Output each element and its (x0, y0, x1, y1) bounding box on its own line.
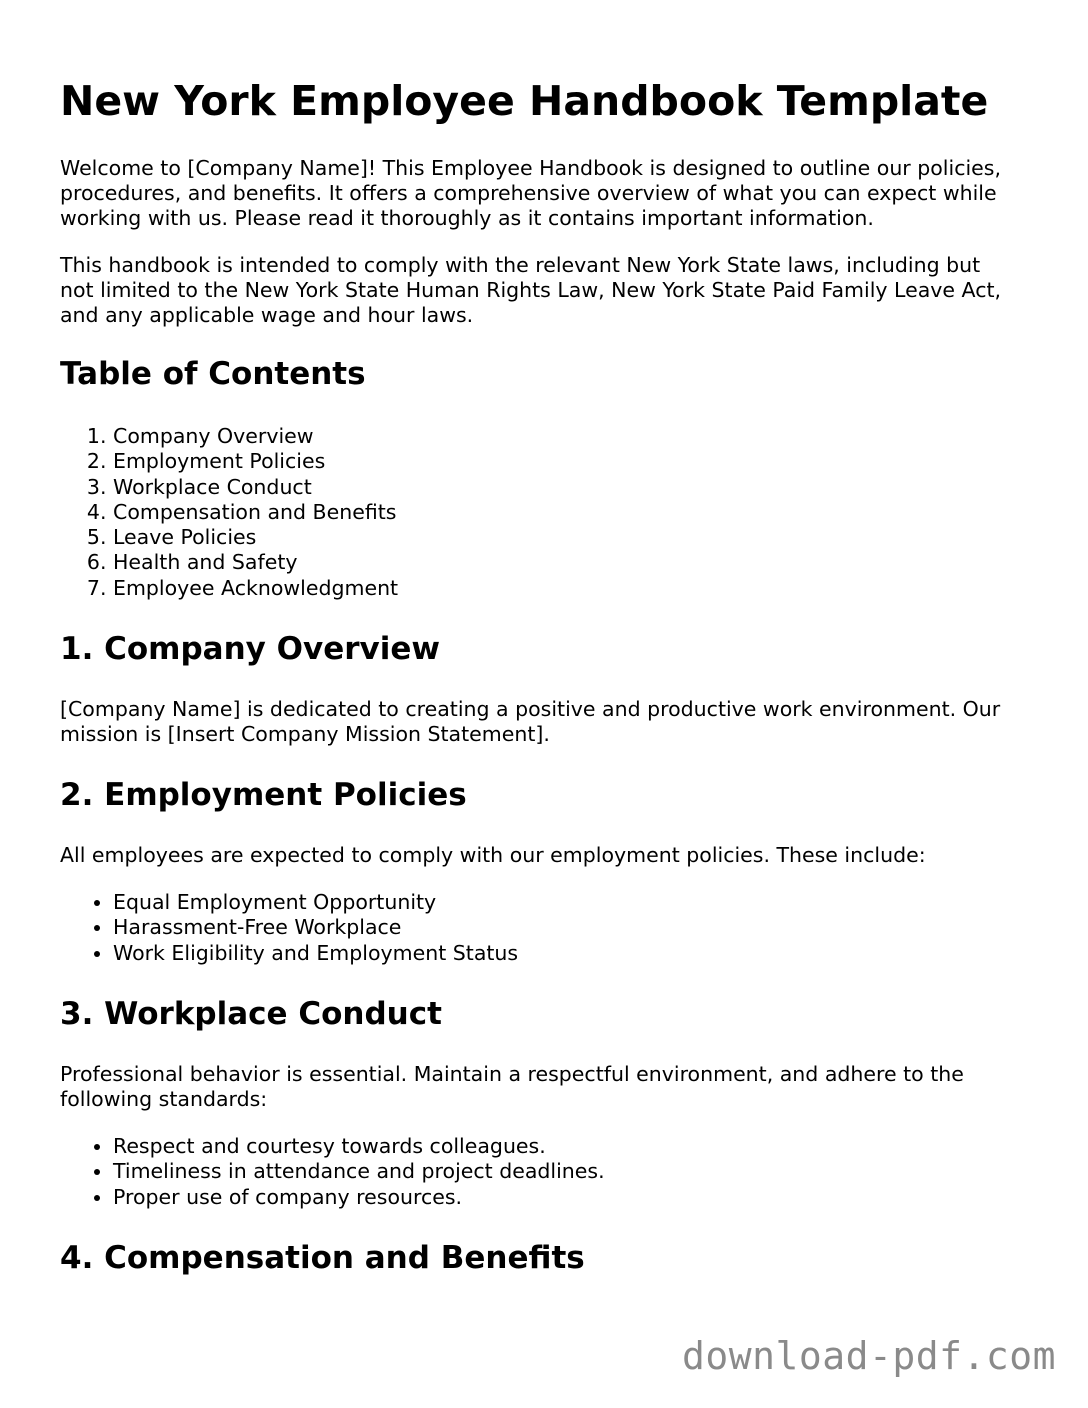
toc-item-workplace-conduct: 3. Workplace Conduct (113, 475, 1020, 500)
toc-item-health-safety: 6. Health and Safety (113, 550, 1020, 575)
intro-paragraph-welcome: Welcome to [Company Name]! This Employee Handbook is designed to outline our policies, procedures, and benefits. It offers a comprehensive overview of what you can expect while working with us. Please read it thoroughly as it contains important information. (60, 156, 1001, 230)
toc-item-leave-policies: 5. Leave Policies (113, 525, 1020, 550)
toc-item-compensation-benefits: 4. Compensation and Benefits (113, 500, 1020, 525)
section-body-employment-policies: All employees are expected to comply with our employment policies. These include: (60, 843, 926, 868)
workplace-conduct-list (60, 1134, 1020, 1210)
section-heading-compensation-benefits: 4. Compensation and Benefits (60, 1239, 585, 1276)
list-item: • Harassment-Free Workplace (113, 915, 1020, 940)
list-item: • Work Eligibility and Employment Status (113, 941, 1020, 966)
toc-item-company-overview: 1. Company Overview (113, 424, 1020, 449)
intro-paragraph-compliance: This handbook is intended to comply with the relevant New York State laws, including but not limited to the New York State Human Rights Law, New York State Paid Family Leave Act, and any applicable wage and hour laws. (60, 253, 1002, 327)
toc-item-employee-acknowledgment: 7. Employee Acknowledgment (113, 576, 1020, 601)
employment-policies-list (60, 890, 1020, 966)
toc-list (60, 424, 1020, 601)
document-page (60, 78, 1020, 1306)
toc-heading: Table of Contents (60, 356, 366, 392)
watermark-text: download-pdf.com (681, 1334, 1056, 1378)
list-item: • Respect and courtesy towards colleagues. (113, 1134, 1020, 1159)
toc-item-employment-policies: 2. Employment Policies (113, 449, 1020, 474)
document-title: New York Employee Handbook Template (60, 77, 989, 125)
list-item: • Proper use of company resources. (113, 1185, 1020, 1210)
section-heading-company-overview: 1. Company Overview (60, 631, 441, 668)
section-body-workplace-conduct: Professional behavior is essential. Maintain a respectful environment, and adhere to the following standards: (60, 1061, 964, 1111)
section-body-company-overview: [Company Name] is dedicated to creating a positive and productive work environment. Our mission is [Insert Company Mission Statement]. (60, 697, 1001, 747)
list-item: • Equal Employment Opportunity (113, 890, 1020, 915)
section-heading-workplace-conduct: 3. Workplace Conduct (60, 995, 442, 1032)
list-item: • Timeliness in attendance and project deadlines. (113, 1159, 1020, 1184)
section-heading-employment-policies: 2. Employment Policies (60, 777, 467, 814)
